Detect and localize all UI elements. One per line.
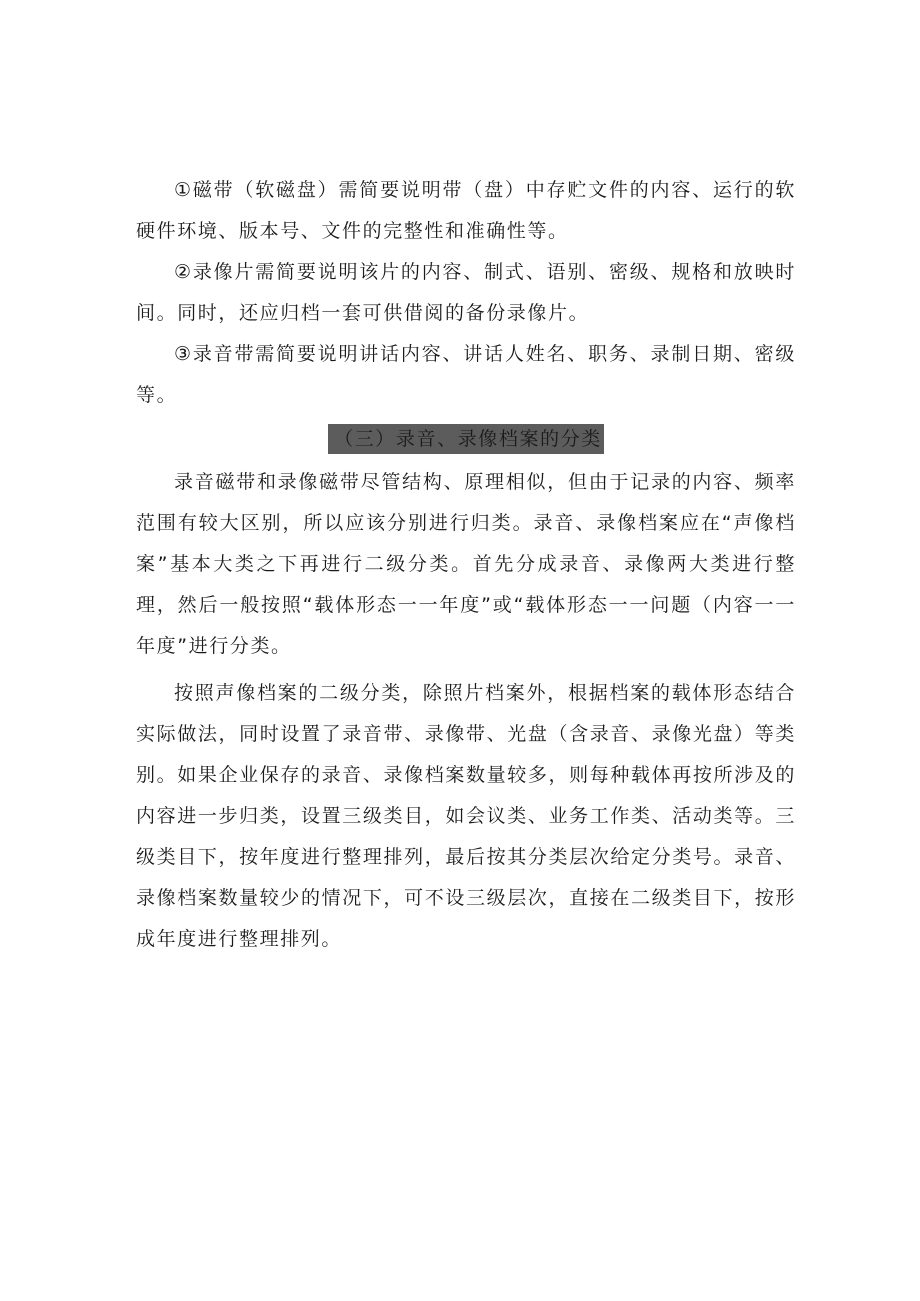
section-heading-row — [136, 418, 796, 458]
item-magnetic-tape: ①磁带（软磁盘）需简要说明带（盘）中存贮文件的内容、运行的软硬件环境、版本号、文件的完整性和准确性等。 — [136, 179, 796, 242]
item-video-tape: ②录像片需简要说明该片的内容、制式、语别、密级、规格和放映时间。同时，还应归档一套可供借阅的备份录像片。 — [136, 261, 796, 324]
section-heading: （三）录音、录像档案的分类 — [328, 424, 604, 454]
item-audio-tape: ③录音带需简要说明讲话内容、讲话人姓名、职务、录制日期、密级等。 — [136, 343, 796, 406]
document-body — [136, 170, 796, 960]
body-paragraph-1: 录音磁带和录像磁带尽管结构、原理相似，但由于记录的内容、频率范围有较大区别，所以应该分别进行归类。录音、录像档案应在“声像档案”基本大类之下再进行二级分类。首先分成录音、录像两大类进行整理，然后一般按照“载体形态一一年度”或“载体形态一一问题（内容一一年度”进行分类。 — [136, 471, 796, 657]
body-paragraph-2: 按照声像档案的二级分类，除照片档案外，根据档案的载体形态结合实际做法，同时设置了录音带、录像带、光盘（含录音、录像光盘）等类别。如果企业保存的录音、录像档案数量较多，则每种载体再按所涉及的内容进一步归类，设置三级类目，如会议类、业务工作类、活动类等。三级类目下，按年度进行整理排列，最后按其分类层次给定分类号。录音、录像档案数量较少的情况下，可不设三级层次，直接在二级类目下，按形成年度进行整理排列。 — [136, 682, 796, 950]
